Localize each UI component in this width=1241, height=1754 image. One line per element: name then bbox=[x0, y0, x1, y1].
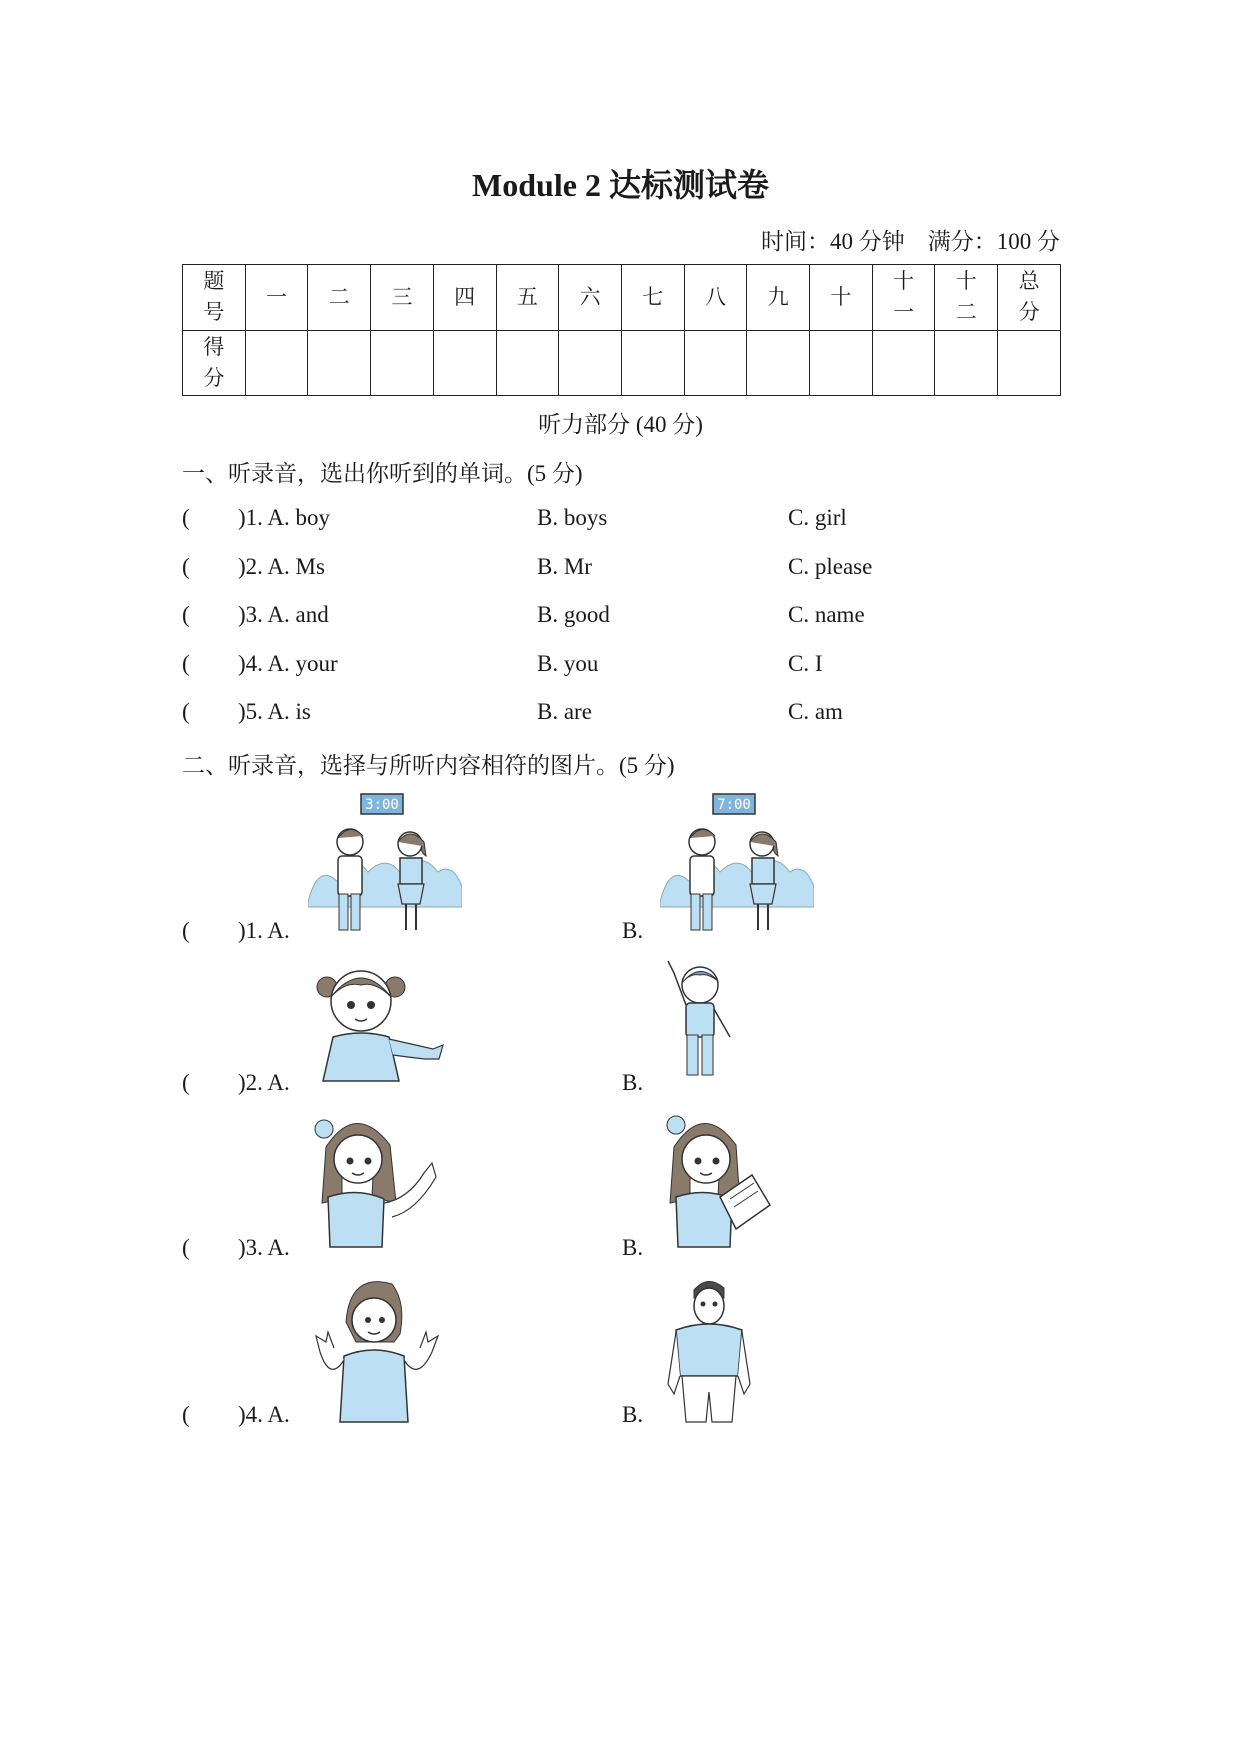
option-b: B. boys bbox=[537, 505, 608, 530]
answer-blank[interactable]: ( bbox=[182, 602, 190, 627]
girl-long-hair-waving-picture[interactable] bbox=[312, 1107, 442, 1252]
score-col-10: 十 bbox=[810, 265, 873, 331]
score-cell-total[interactable] bbox=[998, 330, 1061, 396]
section1-question-4 bbox=[182, 651, 1062, 681]
score-col-6: 六 bbox=[559, 265, 622, 331]
score-cell[interactable] bbox=[684, 330, 747, 396]
clock-label: 3:00 bbox=[365, 797, 399, 813]
section2-heading: 二、听录音，选择与所听内容相符的图片。(5 分) bbox=[182, 753, 675, 778]
option-a: )1. A. boy bbox=[238, 505, 330, 530]
option-a-label: )4. A. bbox=[238, 1402, 290, 1427]
score-col-5: 五 bbox=[496, 265, 559, 331]
score-col-total: 总 分 bbox=[998, 265, 1061, 331]
exam-time-score-info: 时间：40 分钟 满分：100 分 bbox=[761, 229, 1060, 254]
score-cell[interactable] bbox=[245, 330, 308, 396]
score-col-12: 十 二 bbox=[935, 265, 998, 331]
score-cell[interactable] bbox=[371, 330, 434, 396]
man-picture[interactable] bbox=[660, 1272, 760, 1424]
score-col-3: 三 bbox=[371, 265, 434, 331]
answer-blank[interactable]: ( bbox=[182, 1402, 190, 1427]
option-c: C. name bbox=[788, 602, 865, 627]
score-cell[interactable] bbox=[935, 330, 998, 396]
score-cell[interactable] bbox=[872, 330, 935, 396]
option-b-label: B. bbox=[622, 1235, 644, 1260]
section1-question-5 bbox=[182, 699, 1062, 729]
option-a: )5. A. is bbox=[238, 699, 311, 724]
question-number-label: 题 号 bbox=[183, 265, 246, 331]
score-col-1: 一 bbox=[245, 265, 308, 331]
score-col-8: 八 bbox=[684, 265, 747, 331]
section1-question-3 bbox=[182, 602, 1062, 632]
score-cell[interactable] bbox=[433, 330, 496, 396]
score-col-11: 十 一 bbox=[872, 265, 935, 331]
score-cell[interactable] bbox=[559, 330, 622, 396]
girl-holding-notebook-picture[interactable] bbox=[660, 1107, 780, 1252]
option-b: B. you bbox=[537, 651, 599, 676]
section2-question-4 bbox=[182, 1270, 1062, 1425]
section2-question-3 bbox=[182, 1105, 1062, 1260]
answer-blank[interactable]: ( bbox=[182, 554, 190, 579]
answer-blank[interactable]: ( bbox=[182, 699, 190, 724]
boy-girl-afternoon-picture[interactable] bbox=[308, 792, 462, 936]
boy-girl-evening-picture[interactable] bbox=[660, 792, 814, 936]
answer-blank[interactable]: ( bbox=[182, 1070, 190, 1095]
option-a-label: )3. A. bbox=[238, 1235, 290, 1260]
answer-blank[interactable]: ( bbox=[182, 505, 190, 530]
exam-title: Module 2 达标测试卷 bbox=[472, 167, 769, 203]
option-b: B. Mr bbox=[537, 554, 592, 579]
section2-question-1 bbox=[182, 790, 1062, 943]
option-c: C. please bbox=[788, 554, 873, 579]
score-table bbox=[182, 264, 1061, 396]
option-a-label: )1. A. bbox=[238, 918, 290, 943]
boy-waving-picture[interactable] bbox=[660, 959, 750, 1084]
score-col-9: 九 bbox=[747, 265, 810, 331]
option-a-label: )2. A. bbox=[238, 1070, 290, 1095]
option-b: B. are bbox=[537, 699, 592, 724]
score-cell[interactable] bbox=[496, 330, 559, 396]
option-b-label: B. bbox=[622, 1070, 644, 1095]
section1-question-2 bbox=[182, 554, 1062, 584]
option-b-label: B. bbox=[622, 1402, 644, 1427]
clock-label: 7:00 bbox=[717, 797, 751, 813]
score-col-2: 二 bbox=[308, 265, 371, 331]
option-c: C. I bbox=[788, 651, 823, 676]
option-a: )3. A. and bbox=[238, 602, 329, 627]
woman-picture[interactable] bbox=[310, 1272, 450, 1424]
listening-part-label: 听力部分 (40 分) bbox=[538, 412, 703, 437]
answer-blank[interactable]: ( bbox=[182, 918, 190, 943]
option-c: C. am bbox=[788, 699, 843, 724]
score-label: 得 分 bbox=[183, 330, 246, 396]
score-cell[interactable] bbox=[621, 330, 684, 396]
section1-heading: 一、听录音，选出你听到的单词。(5 分) bbox=[182, 461, 583, 486]
option-b-label: B. bbox=[622, 918, 644, 943]
score-cell[interactable] bbox=[308, 330, 371, 396]
score-table-score-row bbox=[183, 330, 1061, 396]
answer-blank[interactable]: ( bbox=[182, 651, 190, 676]
score-col-4: 四 bbox=[433, 265, 496, 331]
option-b: B. good bbox=[537, 602, 610, 627]
option-c: C. girl bbox=[788, 505, 847, 530]
answer-blank[interactable]: ( bbox=[182, 1235, 190, 1260]
girl-pigtails-picture[interactable] bbox=[315, 959, 450, 1084]
score-cell[interactable] bbox=[747, 330, 810, 396]
section2-question-2 bbox=[182, 955, 1062, 1095]
score-col-7: 七 bbox=[621, 265, 684, 331]
section1-question-1 bbox=[182, 505, 1062, 535]
score-table-header-row bbox=[183, 265, 1061, 331]
option-a: )2. A. Ms bbox=[238, 554, 325, 579]
option-a: )4. A. your bbox=[238, 651, 338, 676]
score-cell[interactable] bbox=[810, 330, 873, 396]
